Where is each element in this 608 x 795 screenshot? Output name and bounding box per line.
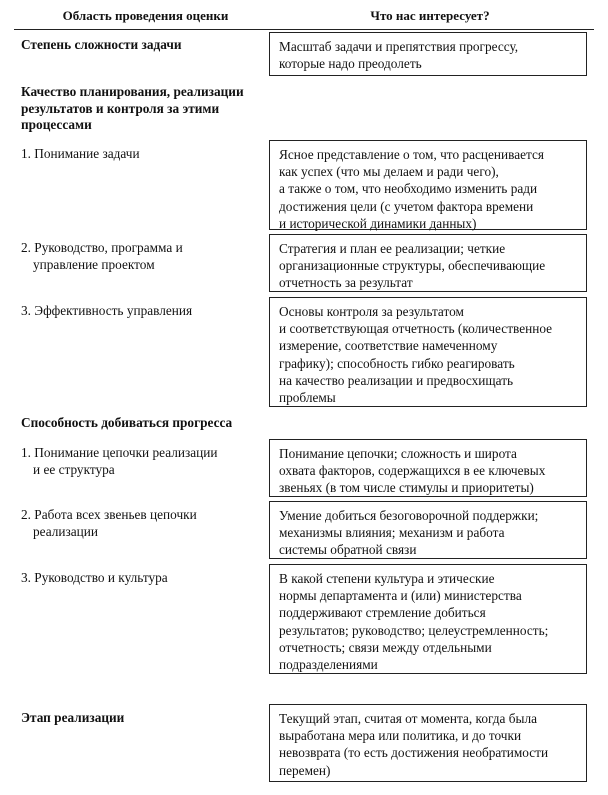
- description-line: звеньях (в том числе стимулы и приоритеты): [279, 480, 534, 496]
- item-chain-links: [21, 507, 261, 540]
- delivery-stage-description: [269, 704, 587, 782]
- description-line: В какой степени культура и этические: [279, 571, 495, 586]
- header-what-interests-us: Что нас интересует?: [370, 8, 490, 23]
- item-leadership-culture: [21, 570, 261, 587]
- description-line: выработана мера или политика, и до точки: [279, 728, 522, 744]
- management-efficiency-description: [269, 297, 587, 407]
- item-label: 2. Работа всех звеньев цепочки: [21, 507, 197, 522]
- item-label: реализации: [33, 523, 98, 539]
- item-task-understanding: [21, 146, 261, 163]
- description-line: которые надо преодолеть: [279, 56, 422, 72]
- item-label: 3. Эффективность управления: [21, 303, 193, 318]
- task-understanding-description: [269, 140, 587, 230]
- description-line: Основы контроля за результатом: [279, 304, 464, 319]
- chain-links-description: [269, 501, 587, 559]
- description-line: подразделениями: [279, 657, 378, 673]
- description-line: и исторической динамики данных): [279, 215, 477, 231]
- header-divider: [14, 29, 594, 30]
- task-complexity-description: [269, 32, 587, 76]
- item-label: 3. Руководство и культура: [21, 570, 168, 585]
- section-planning-quality: [21, 84, 261, 134]
- planning-quality-line: результатов и контроля за этими: [21, 100, 220, 116]
- program-management-description: [269, 234, 587, 292]
- section-progress-ability: [21, 415, 261, 432]
- description-line: а также о том, что необходимо изменить ради: [279, 181, 538, 197]
- leadership-culture-description: [269, 564, 587, 674]
- delivery-chain-description: [269, 439, 587, 497]
- planning-quality-line: процессами: [21, 117, 92, 132]
- description-line: системы обратной связи: [279, 542, 417, 558]
- description-line: организационные структуры, обеспечивающие: [279, 258, 546, 274]
- description-line: отчетность; связи между отдельными: [279, 639, 492, 655]
- description-line: невозврата (то есть достижения необратимости: [279, 745, 549, 761]
- description-line: Стратегия и план ее реализации; четкие: [279, 241, 506, 256]
- description-line: результатов; руководство; целеустремленность;: [279, 622, 549, 638]
- description-line: поддерживают стремление добиться: [279, 605, 486, 621]
- description-line: Ясное представление о том, что расценивается: [279, 147, 545, 162]
- description-line: отчетность за результат: [279, 275, 413, 291]
- delivery-stage-label: Этап реализации: [21, 710, 125, 725]
- item-label: 2. Руководство, программа и: [21, 240, 183, 255]
- description-line: Умение добиться безоговорочной поддержки;: [279, 508, 539, 523]
- item-management-efficiency: [21, 303, 261, 320]
- description-line: и соответствующая отчетность (количественное: [279, 321, 553, 337]
- description-line: на качество реализации и предвосхищать: [279, 372, 514, 388]
- description-line: нормы департамента и (или) министерства: [279, 588, 522, 604]
- description-line: измерение, соответствие намеченному: [279, 338, 498, 354]
- description-line: Масштаб задачи и препятствия прогрессу,: [279, 39, 519, 54]
- description-line: охвата факторов, содержащихся в ее ключевых: [279, 463, 546, 479]
- planning-quality-line: Качество планирования, реализации: [21, 84, 244, 99]
- progress-ability-label: Способность добиваться прогресса: [21, 415, 233, 430]
- header-assessment-area: Область проведения оценки: [62, 8, 229, 23]
- item-label: 1. Понимание цепочки реализации: [21, 445, 218, 460]
- description-line: Понимание цепочки; сложность и широта: [279, 446, 517, 461]
- item-delivery-chain: [21, 445, 261, 478]
- section-delivery-stage: [21, 710, 261, 727]
- item-program-management: [21, 240, 261, 273]
- description-line: механизмы влияния; механизм и работа: [279, 525, 505, 541]
- task-complexity-label: Степень сложности задачи: [21, 37, 182, 52]
- description-line: как успех (что мы делаем и ради чего),: [279, 164, 499, 180]
- description-line: проблемы: [279, 390, 336, 406]
- item-label: и ее структура: [33, 461, 115, 477]
- description-line: графику); способность гибко реагировать: [279, 355, 515, 371]
- item-label: 1. Понимание задачи: [21, 146, 140, 161]
- description-line: Текущий этап, считая от момента, когда была: [279, 711, 537, 726]
- item-label: управление проектом: [33, 256, 155, 272]
- description-line: перемен): [279, 762, 331, 778]
- description-line: достижения цели (с учетом фактора времени: [279, 198, 534, 214]
- section-task-complexity: [21, 37, 261, 54]
